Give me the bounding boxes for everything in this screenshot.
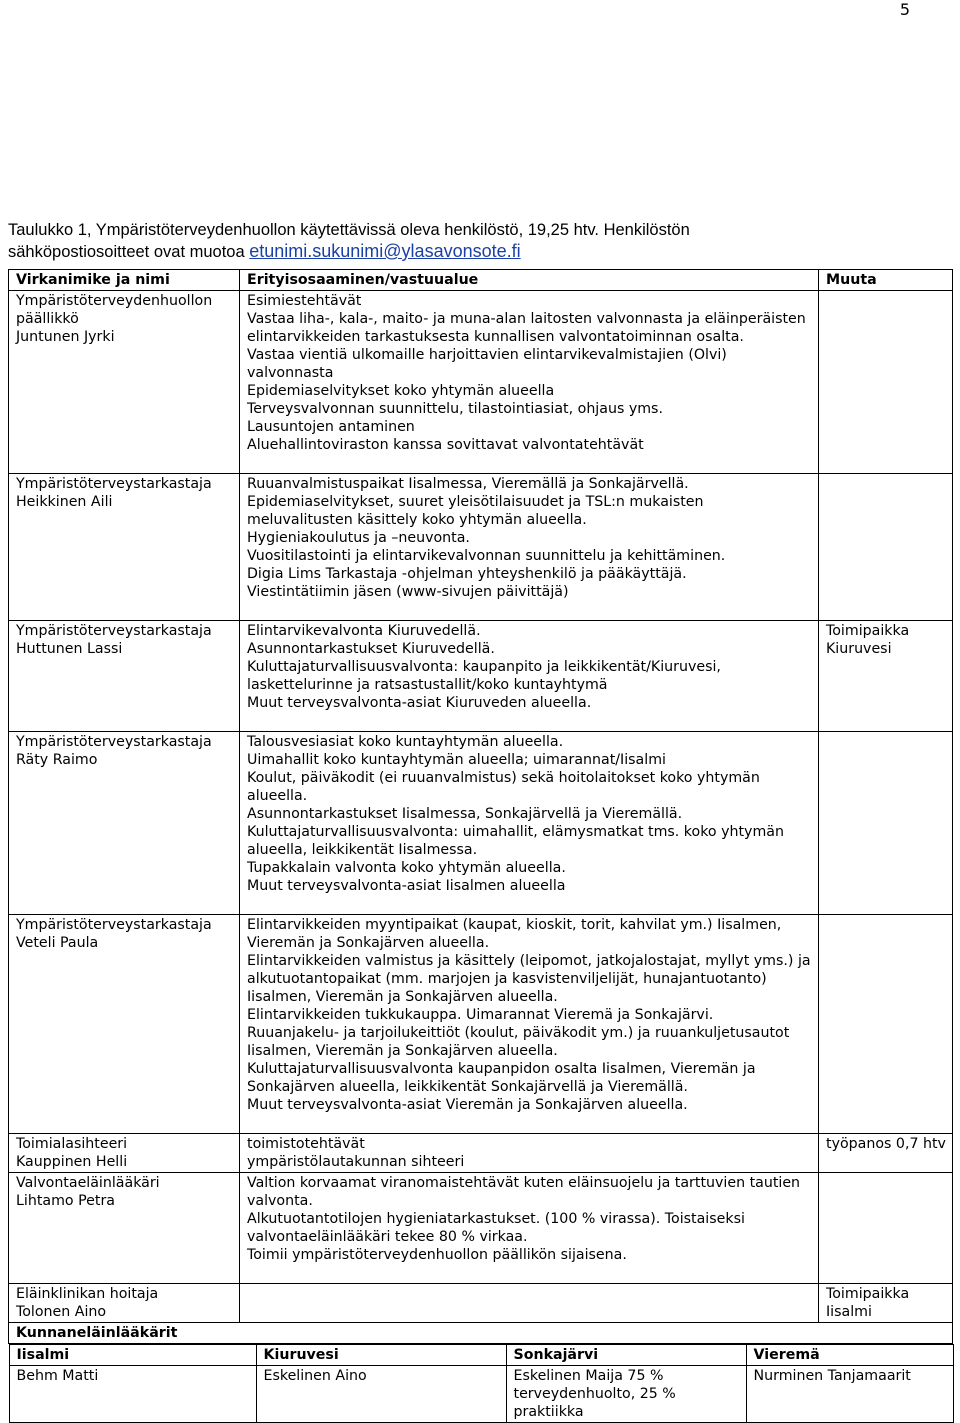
vets-heading: Kunnaneläinlääkärit (9, 1323, 953, 1344)
other-cell (819, 291, 953, 474)
duty: Muut terveysvalvonta-asiat Kiuruveden alueella. (247, 694, 812, 712)
header-title-name: Virkanimike ja nimi (9, 270, 240, 291)
table-row (9, 1173, 953, 1284)
vets-heading-row (9, 1323, 953, 1344)
vets-col-iisalmi: Iisalmi (9, 1345, 256, 1366)
duties-cell (240, 732, 819, 915)
duties-cell (240, 621, 819, 732)
vet-name: Eskelinen Aino (256, 1366, 506, 1423)
person-name: Veteli Paula (16, 934, 233, 952)
duty: Epidemiaselvitykset, suuret yleisötilaisuudet ja TSL:n mukaisten meluvalitusten käsittely koko yhtymän alueella. (247, 493, 812, 529)
duties-cell (240, 291, 819, 474)
person-name: Räty Raimo (16, 751, 233, 769)
duty: Kuluttajaturvallisuusvalvonta: uimahallit, elämysmatkat tms. koko yhtymän alueella, leikkikentät Iisalmessa. (247, 823, 812, 859)
vets-col-kiuruvesi: Kiuruvesi (256, 1345, 506, 1366)
job-title: Toimialasihteeri (16, 1135, 233, 1153)
other-cell (819, 474, 953, 621)
table-row (9, 291, 953, 474)
duty: Lausuntojen antaminen (247, 418, 812, 436)
duty: Talousvesiasiat koko kuntayhtymän alueella. (247, 733, 812, 751)
caption-line-2-prefix: sähköpostiosoitteet ovat muotoa (8, 243, 249, 261)
duty: Ruuanjakelu- ja tarjoilukeittiöt (koulut, päiväkodit ym.) ja ruuankuljetusautot Iisalmen, Vieremän ja Sonkajärven alueella. (247, 1024, 812, 1060)
table-row (9, 915, 953, 1134)
duty: toimistotehtävät (247, 1135, 812, 1153)
duty: Asunnontarkastukset Kiuruvedellä. (247, 640, 812, 658)
duty: Muut terveysvalvonta-asiat Iisalmen alueella (247, 877, 812, 895)
duty: Aluehallintoviraston kanssa sovittavat valvontatehtävät (247, 436, 812, 454)
other-cell: Toimipaikka Kiuruvesi (819, 621, 953, 732)
duty: Vastaa vientiä ulkomaille harjoittavien elintarvikevalmistajien (Olvi) valvonnasta (247, 346, 812, 382)
job-title: Ympäristöterveystarkastaja (16, 475, 233, 493)
table-row (9, 732, 953, 915)
duty: Tupakkalain valvonta koko yhtymän alueella. (247, 859, 812, 877)
vets-header-row (9, 1345, 953, 1366)
duties-cell (240, 915, 819, 1134)
other-cell (819, 1173, 953, 1284)
vets-table (9, 1344, 954, 1423)
duties-cell (240, 1284, 819, 1323)
duty: Alkutuotantotilojen hygieniatarkastukset. (100 % virassa). Toistaiseksi valvontaeläinlääkäri tekee 80 % virkaa. (247, 1210, 812, 1246)
person-cell (9, 1173, 240, 1284)
duty: Valtion korvaamat viranomaistehtävät kuten eläinsuojelu ja tarttuvien tautien valvonta. (247, 1174, 812, 1210)
vet-name: Eskelinen Maija 75 % terveydenhuolto, 25 % praktiikka (506, 1366, 746, 1423)
vet-name: Behm Matti (9, 1366, 256, 1423)
person-cell (9, 1284, 240, 1323)
duty: Kuluttajaturvallisuusvalvonta kaupanpidon osalta Iisalmen, Vieremän ja Sonkajärven alueella, leikkikentät Sonkajärvellä ja Vieremällä. (247, 1060, 812, 1096)
page-number: 5 (900, 0, 910, 19)
table-header-row (9, 270, 953, 291)
header-expertise: Erityisosaaminen/vastuualue (240, 270, 819, 291)
email-pattern-link[interactable]: etunimi.sukunimi@ylasavonsote.fi (249, 241, 520, 261)
duty: Koulut, päiväkodit (ei ruuanvalmistus) sekä hoitolaitokset koko yhtymän alueella. (247, 769, 812, 805)
job-title: Ympäristöterveydenhuollon päällikkö (16, 292, 233, 328)
vets-col-sonkajarvi: Sonkajärvi (506, 1345, 746, 1366)
person-cell (9, 474, 240, 621)
duty: Ruuanvalmistuspaikat Iisalmessa, Vieremällä ja Sonkajärvellä. (247, 475, 812, 493)
other-cell: työpanos 0,7 htv (819, 1134, 953, 1173)
duty: Kuluttajaturvallisuusvalvonta: kaupanpito ja leikkikentät/Kiuruvesi, laskettelurinne ja ratsastustallit/koko kuntayhtymä (247, 658, 812, 694)
job-title: Ympäristöterveystarkastaja (16, 916, 233, 934)
table-row (9, 1134, 953, 1173)
duty: Epidemiaselvitykset koko yhtymän alueella (247, 382, 812, 400)
person-cell (9, 732, 240, 915)
duty: Vuositilastointi ja elintarvikevalvonnan suunnittelu ja kehittäminen. (247, 547, 812, 565)
job-title: Ympäristöterveystarkastaja (16, 622, 233, 640)
table-caption (8, 220, 948, 263)
person-name: Huttunen Lassi (16, 640, 233, 658)
duty: Elintarvikkeiden tukkukauppa. Uimarannat Vieremä ja Sonkajärvi. (247, 1006, 812, 1024)
other-cell (819, 915, 953, 1134)
vets-row (9, 1344, 953, 1423)
job-title: Eläinklinikan hoitaja (16, 1285, 233, 1303)
person-cell (9, 915, 240, 1134)
duty: Vastaa liha-, kala-, maito- ja muna-alan laitosten valvonnasta ja eläinperäisten elintarvikkeiden tarkastuksesta kunnallisen valvontatoiminnan osalta. (247, 310, 812, 346)
duties-cell (240, 1134, 819, 1173)
duty: Esimiestehtävät (247, 292, 812, 310)
duty: Elintarvikevalvonta Kiuruvedellä. (247, 622, 812, 640)
job-title: Valvontaeläinlääkäri (16, 1174, 233, 1192)
duty: Terveysvalvonnan suunnittelu, tilastointiasiat, ohjaus yms. (247, 400, 812, 418)
vets-col-vierema: Vieremä (746, 1345, 953, 1366)
person-cell (9, 621, 240, 732)
person-name: Kauppinen Helli (16, 1153, 233, 1171)
duty: Digia Lims Tarkastaja -ohjelman yhteyshenkilö ja pääkäyttäjä. (247, 565, 812, 583)
duty: Viestintätiimin jäsen (www-sivujen päivittäjä) (247, 583, 812, 601)
table-row (9, 474, 953, 621)
duties-cell (240, 474, 819, 621)
caption-line-1: Taulukko 1, Ympäristöterveydenhuollon käytettävissä oleva henkilöstö, 19,25 htv. Henkilöstön (8, 220, 948, 241)
other-cell: Toimipaikka Iisalmi (819, 1284, 953, 1323)
duty: Hygieniakoulutus ja –neuvonta. (247, 529, 812, 547)
header-other: Muuta (819, 270, 953, 291)
person-cell (9, 291, 240, 474)
person-cell (9, 1134, 240, 1173)
duty: Elintarvikkeiden valmistus ja käsittely (leipomot, jatkojalostajat, myllyt yms.) ja alkutuotantopaikat (mm. marjojen ja kasvistenviljelijät, hunajantuotanto) Iisalmen, Vieremän ja Sonkajärven alueella. (247, 952, 812, 1006)
vet-name: Nurminen Tanjamaarit (746, 1366, 953, 1423)
other-cell (819, 732, 953, 915)
staff-table (8, 269, 953, 1423)
duty: Asunnontarkastukset Iisalmessa, Sonkajärvellä ja Vieremällä. (247, 805, 812, 823)
person-name: Lihtamo Petra (16, 1192, 233, 1210)
person-name: Juntunen Jyrki (16, 328, 233, 346)
duty: ympäristölautakunnan sihteeri (247, 1153, 812, 1171)
vets-container (9, 1344, 953, 1423)
vets-names-row (9, 1366, 953, 1423)
duty: Uimahallit koko kuntayhtymän alueella; uimarannat/Iisalmi (247, 751, 812, 769)
person-name: Tolonen Aino (16, 1303, 233, 1321)
person-name: Heikkinen Aili (16, 493, 233, 511)
duty: Muut terveysvalvonta-asiat Vieremän ja Sonkajärven alueella. (247, 1096, 812, 1114)
table-row (9, 621, 953, 732)
duty: Elintarvikkeiden myyntipaikat (kaupat, kioskit, torit, kahvilat ym.) Iisalmen, Vieremän ja Sonkajärven alueella. (247, 916, 812, 952)
table-row (9, 1284, 953, 1323)
duties-cell (240, 1173, 819, 1284)
job-title: Ympäristöterveystarkastaja (16, 733, 233, 751)
duty: Toimii ympäristöterveydenhuollon päällikön sijaisena. (247, 1246, 812, 1264)
